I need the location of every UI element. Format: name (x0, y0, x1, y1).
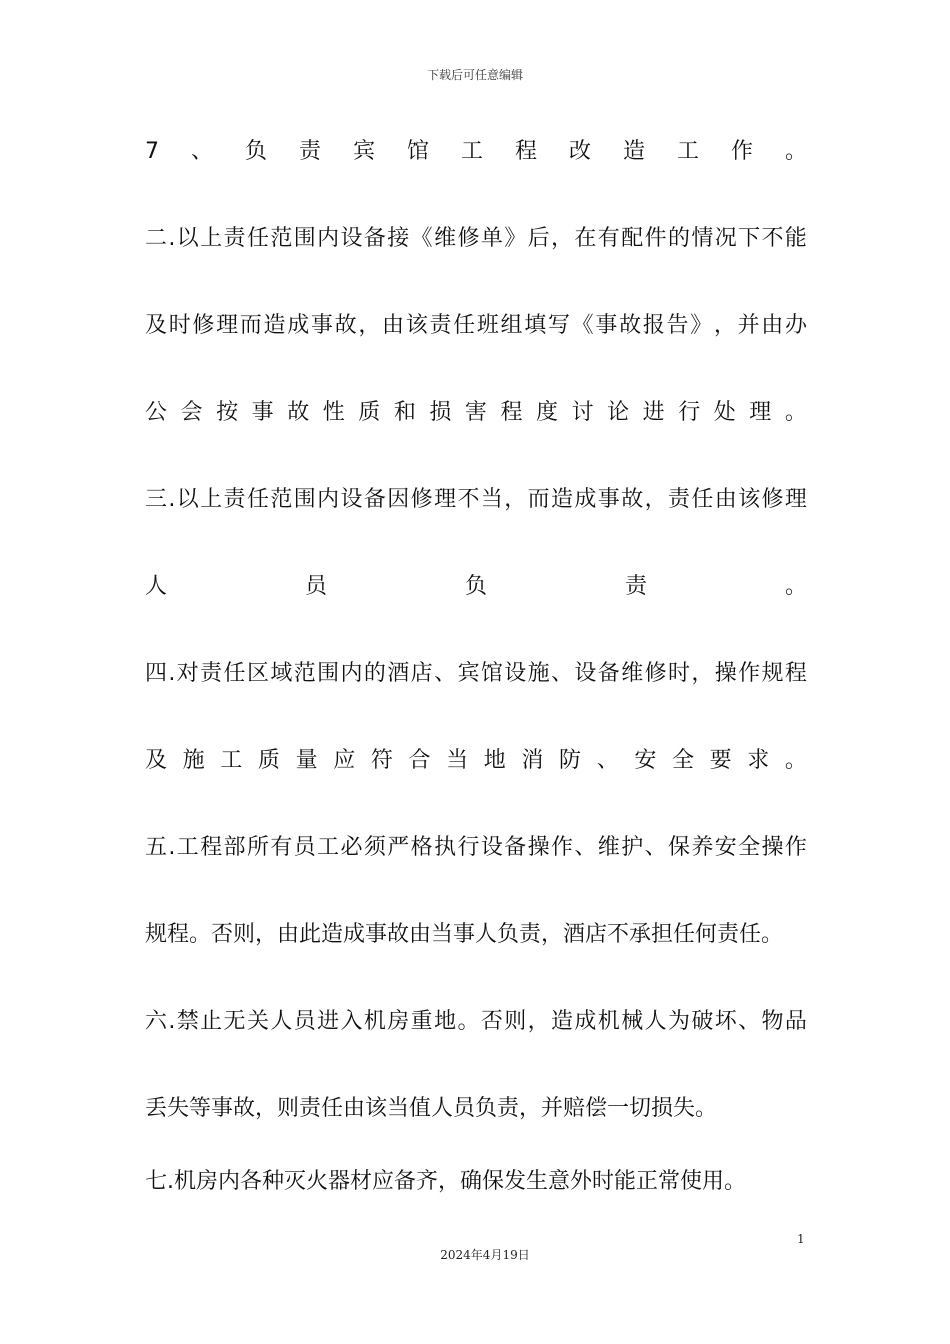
page-header-note: 下载后可任意编辑 (426, 68, 523, 82)
paragraph-line-3: 及 时 修 理 而 造 成 事 故 ， 由 该 责 任 班 组 填 写 《 事 故 报 告 》 ， 并 由 办 (145, 313, 807, 338)
paragraph-line-1: 7 、 负 责 宾 馆 工 程 改 造 工 作 。 (145, 139, 807, 164)
footer-date: 2024年4月19日 (440, 1248, 530, 1262)
paragraph-line-2: 二 . 以 上 责 任 范 围 内 设 备 接 《 维 修 单 》 后 ， 在 有 配 件 的 情 况 下 不 能 (145, 226, 807, 251)
paragraph-line-13: 七.机房内各种灭火器材应备齐，确保发生意外时能正常使用。 (145, 1169, 746, 1194)
paragraph-line-4: 公 会 按 事 故 性 质 和 损 害 程 度 讨 论 进 行 处 理 。 (145, 400, 807, 425)
paragraph-line-9: 五 . 工 程 部 所 有 员 工 必 须 严 格 执 行 设 备 操 作 、 维 护 、 保 养 安 全 操 作 (145, 835, 807, 860)
paragraph-line-6: 人 员 负 责 。 (145, 574, 807, 599)
paragraph-line-10: 规程。否则，由此造成事故由当事人负责，酒店不承担任何责任。 (145, 922, 784, 947)
paragraph-line-11: 六 . 禁 止 无 关 人 员 进 入 机 房 重 地 。 否 则 ， 造 成 机 械 人 为 破 坏 、 物 品 (145, 1009, 807, 1034)
paragraph-line-8: 及 施 工 质 量 应 符 合 当 地 消 防 、 安 全 要 求 。 (145, 748, 807, 773)
paragraph-line-7: 四 . 对 责 任 区 域 范 围 内 的 酒 店 、 宾 馆 设 施 、 设 备 维 修 时 ， 操 作 规 程 (145, 661, 807, 686)
page-number: 1 (797, 1232, 805, 1246)
paragraph-line-5: 三 . 以 上 责 任 范 围 内 设 备 因 修 理 不 当 ， 而 造 成 事 故 ， 责 任 由 该 修 理 (145, 487, 807, 512)
paragraph-line-12: 丢失等事故，则责任由该当值人员负责，并赔偿一切损失。 (145, 1096, 718, 1121)
